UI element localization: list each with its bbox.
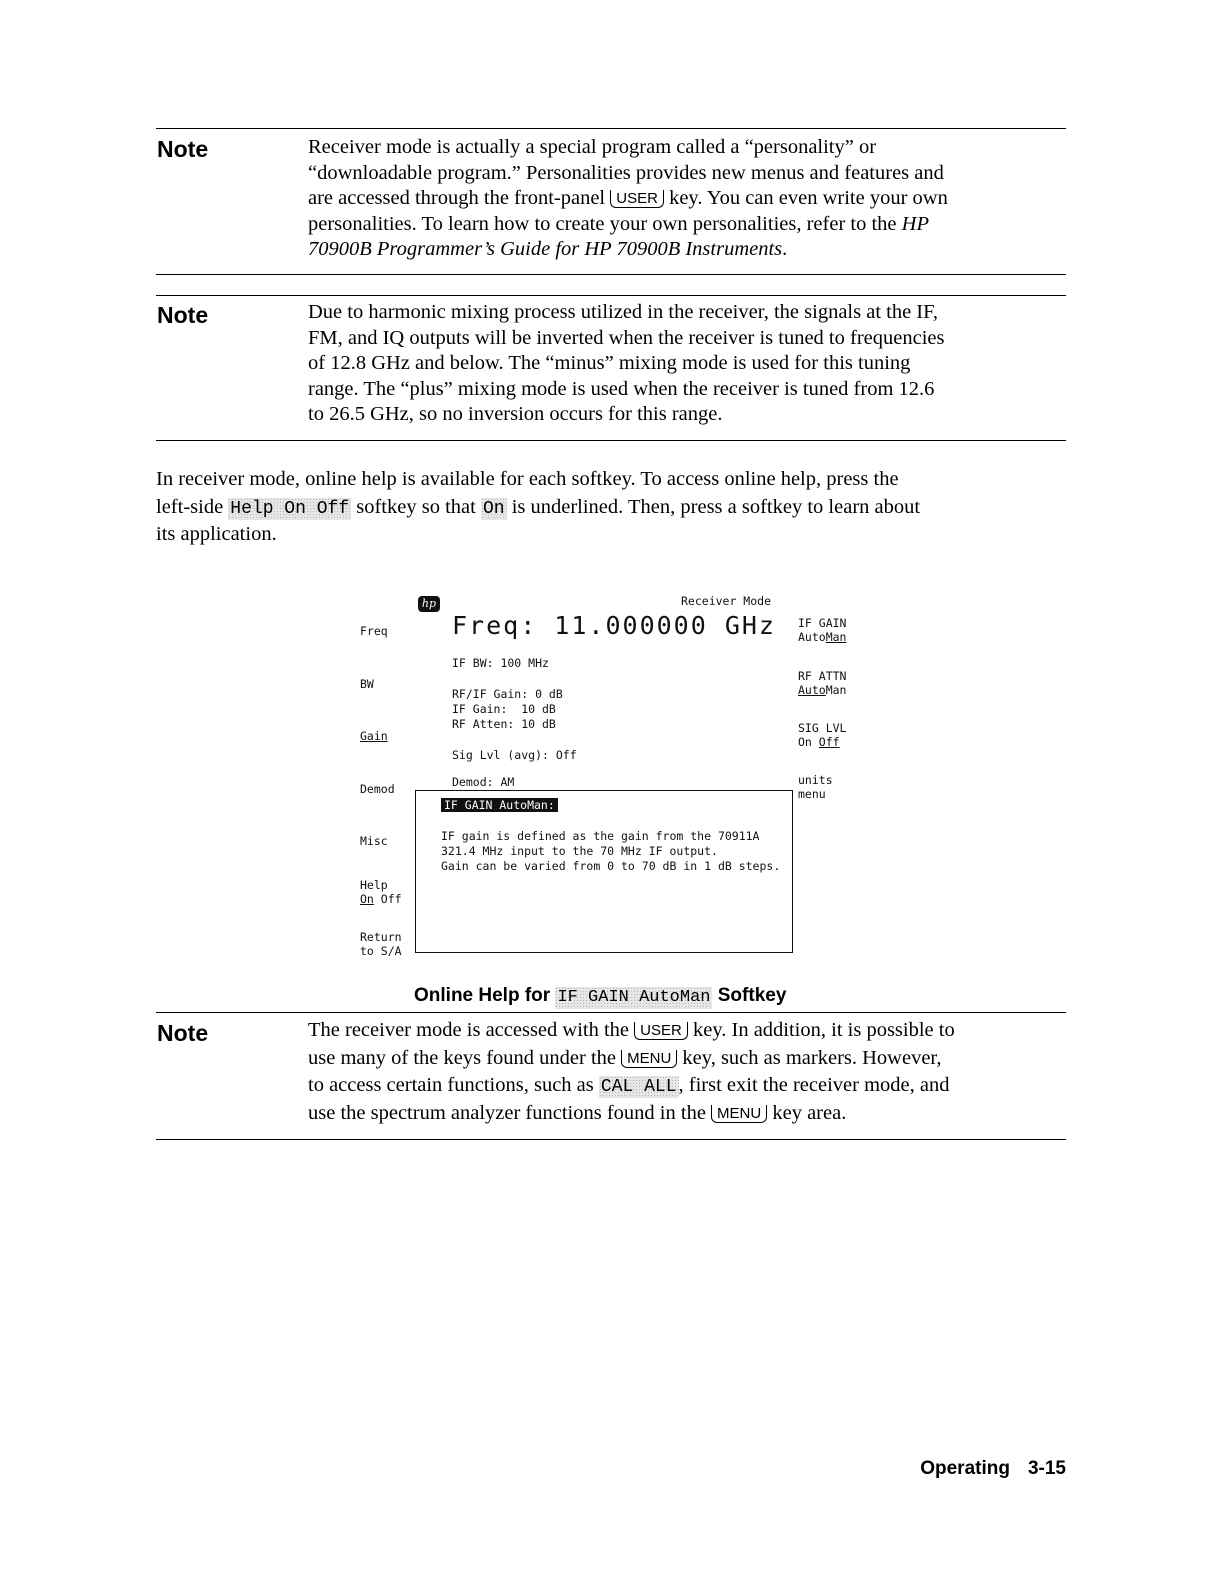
text-run: Receiver mode is actually a special program called a “personality” or — [308, 136, 877, 158]
demod-readout: Demod: AM — [452, 775, 515, 789]
softkey-help-on-off: Help On Off — [230, 498, 350, 519]
note-body — [308, 1017, 1068, 1127]
page-number: 3-15 — [1027, 1458, 1066, 1479]
softkey-if-gain[interactable] — [798, 616, 846, 644]
if-gain-readout: IF Gain: 10 dB — [452, 702, 556, 716]
softkey-if-gain-man: Man — [825, 630, 847, 644]
text-line — [308, 377, 1068, 403]
hardkey-user: USER — [610, 190, 664, 208]
note-label: Note — [157, 136, 209, 162]
text-run: key, such as markers. However, — [677, 1046, 942, 1069]
text-run: softkey so that — [351, 495, 481, 518]
page-footer — [860, 1458, 1066, 1480]
text-run: , first exit the receiver mode, and — [678, 1074, 950, 1096]
softkey-demod[interactable]: Demod — [360, 782, 395, 796]
text-run: personalities. To learn how to create your own personalities, refer to the — [308, 212, 902, 235]
note-bottom-rule — [156, 1139, 1066, 1140]
softkey-help-label: Help — [360, 878, 388, 892]
text-line — [156, 466, 1066, 494]
note-bottom-rule — [156, 274, 1066, 275]
hp-logo-icon: hp — [418, 596, 440, 612]
text-run: left-side — [156, 495, 229, 518]
softkey-help-off: Off — [373, 892, 402, 906]
softkey-return[interactable] — [360, 930, 402, 958]
softkey-sig-lvl-label: SIG LVL — [798, 721, 847, 735]
text-run: its application. — [156, 523, 277, 545]
text-line — [156, 521, 1066, 549]
softkey-return-label: Return — [360, 930, 402, 944]
hardkey-user: USER — [634, 1022, 688, 1040]
note-top-rule — [156, 1012, 1066, 1013]
softkey-sig-lvl-on: On — [798, 735, 819, 749]
text-run: In receiver mode, online help is available for each softkey. To access online help, press the — [156, 468, 899, 490]
note-top-rule — [156, 128, 1066, 129]
text-run: key. You can even write your own — [663, 187, 948, 209]
help-text-line: 321.4 MHz input to the 70 MHz IF output. — [441, 844, 718, 858]
text-run: range. The “plus” mixing mode is used when the receiver is tuned from 12.6 — [308, 377, 935, 400]
text-run: FM, and IQ outputs will be inverted when the receiver is tuned to frequencies — [308, 326, 945, 349]
softkey-if-gain-auto: Auto — [798, 630, 826, 644]
text-run: key area. — [767, 1101, 847, 1124]
mode-label: Receiver Mode — [681, 594, 772, 608]
softkey-on: On — [482, 498, 505, 519]
text-line — [308, 351, 1068, 377]
text-line — [308, 1072, 1068, 1100]
hardkey-menu: MENU — [621, 1050, 677, 1068]
text-line — [156, 494, 1066, 522]
softkey-rf-attn[interactable] — [798, 669, 846, 697]
text-line — [308, 1017, 1068, 1045]
text-line — [308, 135, 1068, 161]
text-line — [308, 1045, 1068, 1073]
text-run: of 12.8 GHz and below. The “minus” mixing mode is used for this tuning — [308, 352, 911, 374]
softkey-misc[interactable]: Misc — [360, 834, 388, 848]
text-line — [308, 326, 1068, 352]
softkey-freq[interactable]: Freq — [360, 624, 388, 638]
text-run: to 26.5 GHz, so no inversion occurs for this range. — [308, 403, 723, 425]
emphasis-text: 70900B Programmer’s Guide for HP 70900B Instruments — [308, 238, 783, 260]
softkey-rf-attn-label: RF ATTN — [798, 669, 847, 683]
text-run: use the spectrum analyzer functions found in the — [308, 1101, 712, 1124]
text-line — [308, 186, 1068, 212]
softkey-rf-attn-man: Man — [825, 683, 847, 697]
body-paragraph — [156, 466, 1066, 549]
instrument-screen — [360, 590, 880, 970]
softkey-sig-lvl-off: Off — [818, 735, 840, 749]
softkey-return-label-2: to S/A — [360, 944, 402, 958]
softkey-units[interactable] — [798, 773, 833, 801]
caption-prefix: Online Help for — [414, 985, 556, 1006]
note-body — [308, 135, 1068, 263]
rf-atten-readout: RF Atten: 10 dB — [452, 717, 556, 731]
text-line — [308, 237, 1068, 263]
softkey-units-label: units — [798, 773, 833, 787]
text-run: use many of the keys found under the — [308, 1046, 622, 1069]
sig-lvl-readout: Sig Lvl (avg): Off — [452, 748, 577, 762]
text-line — [308, 402, 1068, 428]
text-line — [308, 300, 1068, 326]
note-bottom-rule — [156, 440, 1066, 441]
note-label: Note — [157, 1020, 209, 1046]
softkey-cal-all: CAL ALL — [600, 1077, 677, 1097]
note-top-rule — [156, 295, 1066, 296]
softkey-help-on: On — [360, 892, 374, 906]
softkey-bw[interactable]: BW — [360, 677, 374, 691]
hardkey-menu: MENU — [711, 1105, 767, 1123]
softkey-units-label-2: menu — [798, 787, 826, 801]
rf-if-gain-readout: RF/IF Gain: 0 dB — [452, 687, 563, 701]
text-line — [308, 161, 1068, 187]
text-run: Due to harmonic mixing process utilized in the receiver, the signals at the IF, — [308, 301, 939, 323]
text-run: are accessed through the front-panel — [308, 187, 611, 209]
if-bw-readout: IF BW: 100 MHz — [452, 656, 549, 670]
figure-caption — [414, 985, 814, 1009]
softkey-if-gain-label: IF GAIN — [798, 616, 847, 630]
text-run: . — [782, 238, 788, 260]
softkey-sig-lvl[interactable] — [798, 721, 846, 749]
text-run: key. In addition, it is possible to — [687, 1019, 955, 1041]
text-run: The receiver mode is accessed with the — [308, 1019, 635, 1041]
emphasis-text: HP — [901, 212, 929, 235]
softkey-help[interactable] — [360, 878, 402, 906]
note-body — [308, 300, 1068, 428]
text-line — [308, 212, 1068, 238]
caption-softkey: IF GAIN AutoMan — [557, 988, 711, 1007]
softkey-rf-attn-auto: Auto — [798, 683, 826, 697]
help-text-line: IF gain is defined as the gain from the 70911A — [441, 829, 760, 843]
caption-suffix: Softkey — [712, 985, 787, 1006]
freq-readout: Freq: 11.000000 GHz — [452, 611, 776, 640]
softkey-gain[interactable]: Gain — [360, 729, 388, 743]
help-text-line: Gain can be varied from 0 to 70 dB in 1 dB steps. — [441, 859, 781, 873]
help-window-title: IF GAIN AutoMan: — [441, 798, 558, 812]
footer-section: Operating — [920, 1458, 1010, 1479]
text-run: “downloadable program.” Personalities provides new menus and features and — [308, 161, 944, 184]
note-label: Note — [157, 302, 209, 328]
text-run: is underlined. Then, press a softkey to learn about — [506, 495, 921, 518]
text-run: to access certain functions, such as — [308, 1074, 599, 1096]
text-line — [308, 1100, 1068, 1128]
